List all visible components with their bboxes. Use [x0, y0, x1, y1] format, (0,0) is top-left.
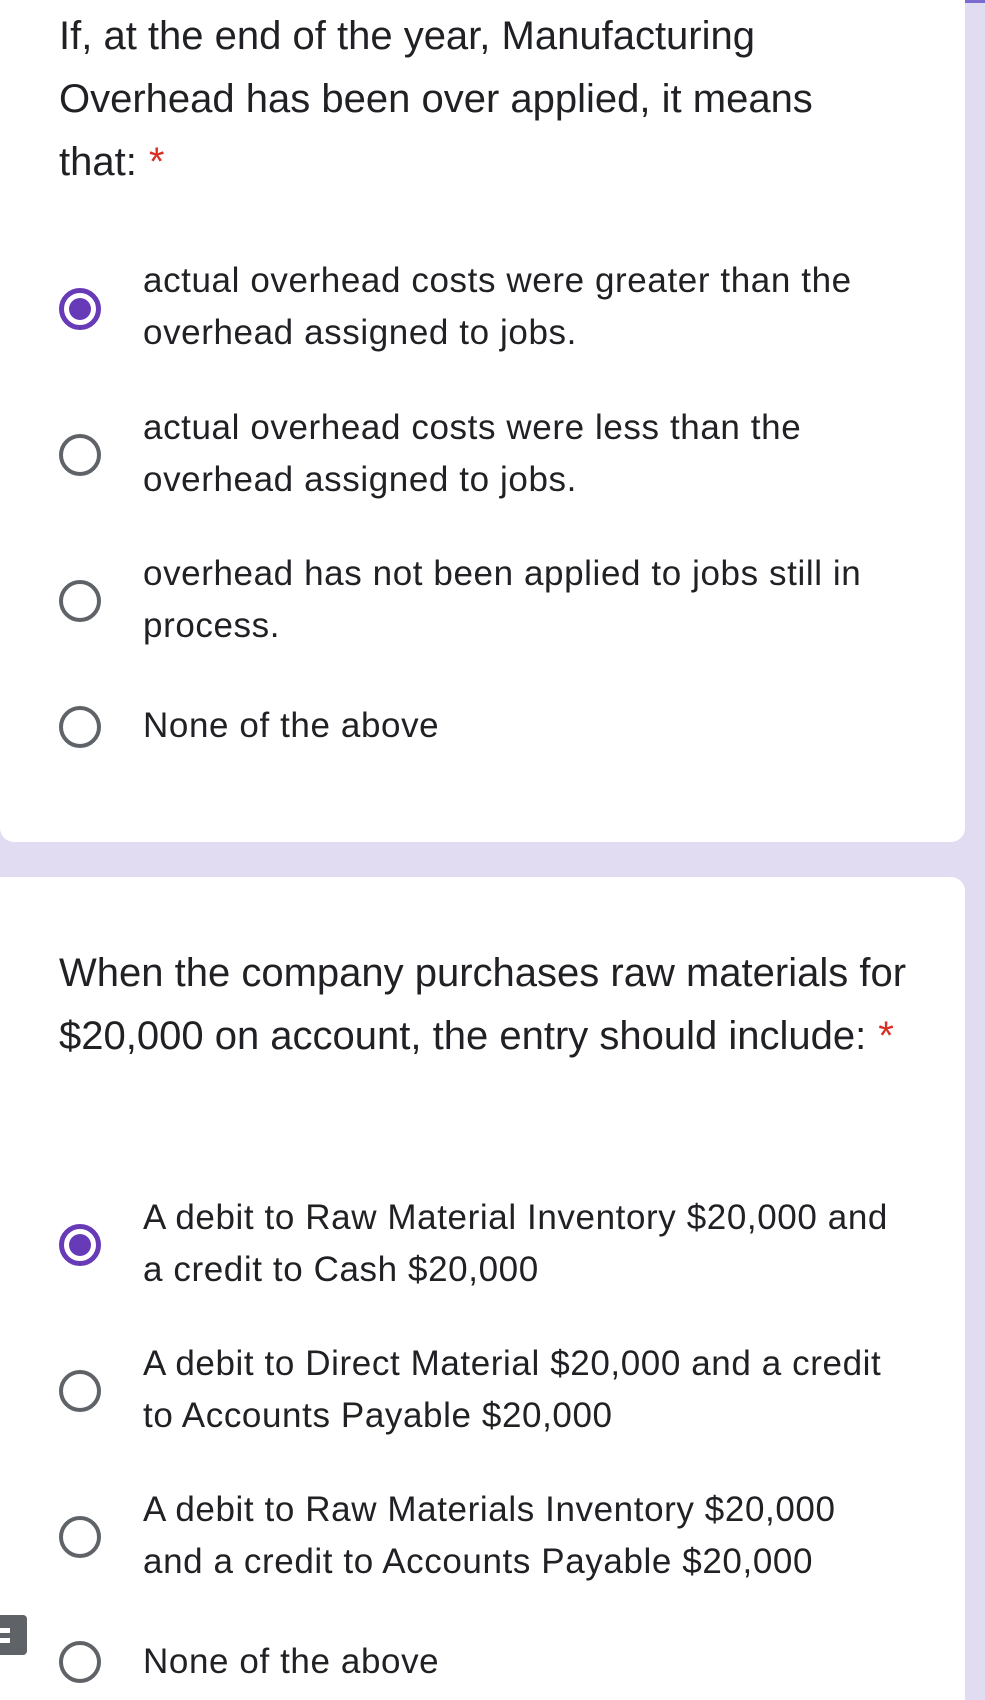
option-label[interactable]: actual overhead costs were greater than the overhead assigned to jobs. — [143, 261, 852, 352]
option-label[interactable]: overhead has not been applied to jobs still in process. — [143, 554, 862, 645]
option-label[interactable]: None of the above — [143, 706, 440, 745]
question-text: When the company purchases raw materials for $20,000 on account, the entry should include: — [59, 951, 907, 1058]
question-card-2 — [0, 877, 965, 1700]
required-asterisk: * — [148, 140, 165, 184]
question-card-1 — [0, 0, 965, 842]
option-label[interactable]: A debit to Raw Material Inventory $20,000 and a credit to Cash $20,000 — [143, 1198, 888, 1289]
required-asterisk: * — [878, 1014, 894, 1058]
question-text: If, at the end of the year, Manufacturing Overhead has been over applied, it means that: — [59, 14, 813, 184]
option-label[interactable]: None of the above — [143, 1642, 440, 1681]
radio-button[interactable] — [59, 1516, 101, 1558]
radio-button[interactable] — [59, 580, 101, 622]
radio-button[interactable] — [59, 1641, 101, 1683]
option-label[interactable]: actual overhead costs were less than the overhead assigned to jobs. — [143, 408, 802, 499]
radio-button[interactable] — [59, 1370, 101, 1412]
question-title — [59, 942, 919, 1068]
option-label[interactable]: A debit to Direct Material $20,000 and a credit to Accounts Payable $20,000 — [143, 1344, 882, 1435]
radio-button-selected[interactable] — [59, 288, 101, 330]
radio-button[interactable] — [59, 434, 101, 476]
option-label[interactable]: A debit to Raw Materials Inventory $20,000 and a credit to Accounts Payable $20,000 — [143, 1490, 836, 1581]
side-menu-icon[interactable] — [0, 1615, 27, 1655]
radio-button[interactable] — [59, 706, 101, 748]
question-title — [59, 5, 919, 194]
radio-button-selected[interactable] — [59, 1224, 101, 1266]
